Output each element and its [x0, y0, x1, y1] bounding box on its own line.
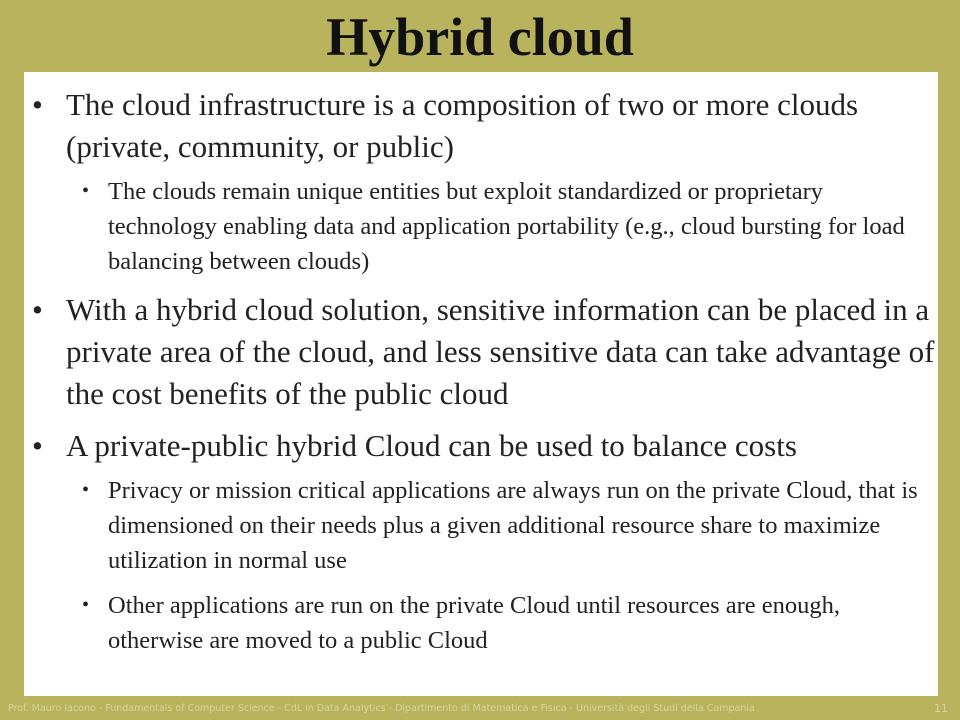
page-number: 11	[934, 702, 948, 715]
bullet-icon: •	[32, 428, 43, 463]
sub-bullet-item	[66, 588, 938, 658]
sub-bullet-icon: •	[82, 180, 90, 202]
slide-title: Hybrid cloud	[326, 7, 634, 67]
bullet-item	[24, 84, 938, 279]
sub-bullet-text: The clouds remain unique entities but exploit standardized or proprietary technology enabling data and application portability (e.g., cloud bursting for load balancing between clouds)	[108, 178, 905, 275]
content-box	[24, 72, 938, 696]
bullet-item	[24, 289, 938, 415]
bullet-text: A private-public hybrid Cloud can be used to balance costs	[66, 428, 797, 463]
bullet-item	[24, 425, 938, 658]
sub-bullet-list	[66, 174, 938, 279]
bullet-icon: •	[32, 292, 43, 327]
sub-bullet-item	[66, 473, 938, 578]
sub-bullet-text: Other applications are run on the private Cloud until resources are enough, otherwise are moved to a public Cloud	[108, 592, 841, 654]
sub-bullet-text: Privacy or mission critical applications are always run on the private Cloud, that is dimensioned on their needs plus a given additional resource share to maximize utilization in normal use	[108, 477, 918, 574]
bullet-list	[24, 84, 938, 668]
bullet-icon: •	[32, 87, 43, 122]
bullet-text: The cloud infrastructure is a composition of two or more clouds (private, community, or public)	[66, 87, 859, 164]
sub-bullet-list	[66, 473, 938, 658]
sub-bullet-icon: •	[82, 479, 90, 501]
sub-bullet-item	[66, 174, 938, 279]
sub-bullet-icon: •	[82, 594, 90, 616]
slide-footer: Prof. Mauro Iacono - Fundamentals of Computer Science - CdL in Data Analytics - Dipartimento di Matematica e Fisica - Università degli Studi della Campania	[8, 703, 755, 714]
bullet-text: With a hybrid cloud solution, sensitive information can be placed in a private area of the cloud, and less sensitive data can take advantage of the cost benefits of the public cloud	[66, 292, 935, 411]
